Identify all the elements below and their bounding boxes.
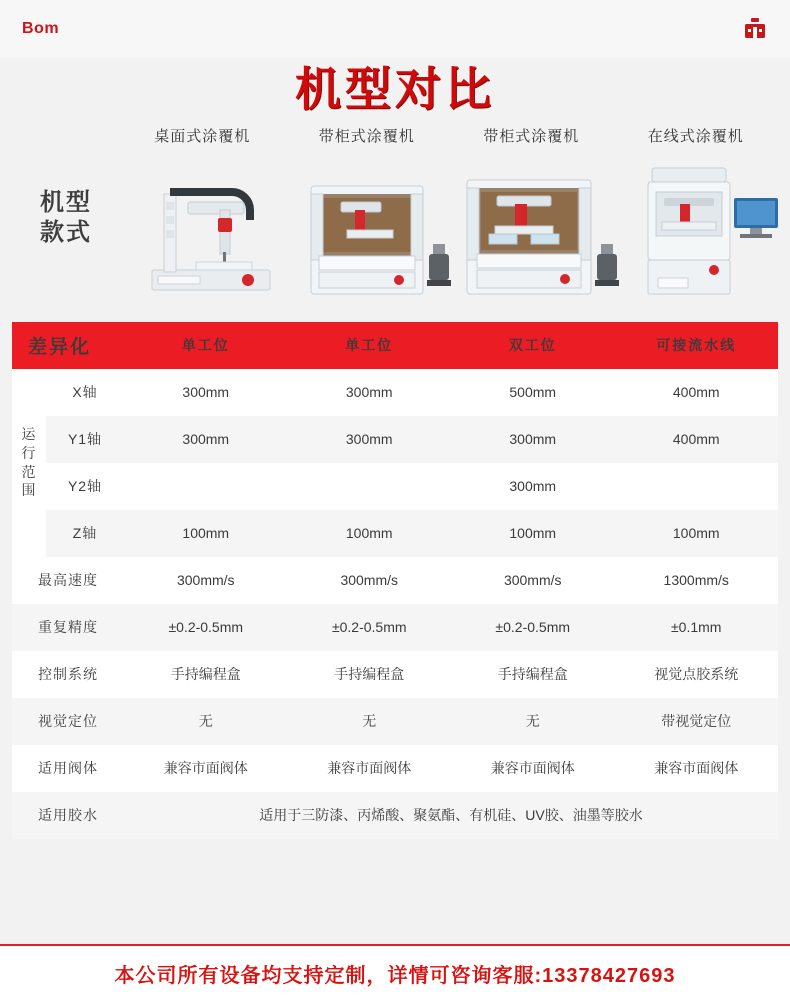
machine-caption-2: 带柜式涂覆机: [318, 127, 415, 145]
cell-valve-4: 兼容市面阀体: [614, 745, 778, 792]
cell-valve-2: 兼容市面阀体: [288, 745, 451, 792]
cell-y1-4: 400mm: [614, 416, 778, 463]
cell-y1-2: 300mm: [288, 416, 451, 463]
machine-style-section: [0, 115, 790, 312]
machine-style-label: [12, 125, 120, 312]
table-row: [12, 369, 778, 416]
table-row: [12, 510, 778, 557]
machine-column-1: [120, 125, 285, 312]
cell-repeat-4: ±0.1mm: [614, 604, 778, 651]
group-label-line3: 范: [21, 463, 37, 480]
table-header-cell-2: 单工位: [288, 322, 451, 369]
cell-z-3: 100mm: [451, 510, 614, 557]
inline-coating-machine-image: [618, 152, 775, 312]
table-header-cell-4: 可接流水线: [614, 322, 778, 369]
cell-x-1: 300mm: [124, 369, 287, 416]
title-block: [0, 58, 790, 115]
cell-speed-2: 300mm/s: [288, 557, 451, 604]
machine-caption-4: 在线式涂覆机: [647, 127, 744, 145]
table-row: [12, 557, 778, 604]
cell-y2-2: [288, 463, 451, 510]
table-header-first: 差异化: [12, 322, 124, 369]
cell-repeat-3: ±0.2-0.5mm: [451, 604, 614, 651]
cell-speed-3: 300mm/s: [451, 557, 614, 604]
cell-x-3: 500mm: [451, 369, 614, 416]
cabinet-coating-machine-single-image: [289, 152, 446, 312]
table-header-cell-1: 单工位: [124, 322, 287, 369]
table-row: [12, 745, 778, 792]
desktop-coating-machine-image: [124, 152, 281, 312]
group-label-line2: 行: [21, 444, 37, 461]
row-label-x-axis: X轴: [46, 369, 124, 416]
cell-z-1: 100mm: [124, 510, 287, 557]
table-row: [12, 792, 778, 839]
cell-valve-3: 兼容市面阀体: [451, 745, 614, 792]
footer-banner: [0, 944, 790, 1000]
comparison-table: [12, 322, 778, 839]
row-label-control-system: 控制系统: [12, 651, 124, 698]
row-label-y2-axis: Y2轴: [46, 463, 124, 510]
row-label-y1-axis: Y1轴: [46, 416, 124, 463]
machine-column-4: [614, 125, 779, 312]
row-label-max-speed: 最高速度: [12, 557, 124, 604]
cell-y1-3: 300mm: [451, 416, 614, 463]
cell-speed-4: 1300mm/s: [614, 557, 778, 604]
machine-caption-1: 桌面式涂覆机: [154, 127, 251, 145]
row-label-valve-compat: 适用阀体: [12, 745, 124, 792]
top-bar: [0, 0, 790, 58]
cell-z-2: 100mm: [288, 510, 451, 557]
row-label-glue-types: 适用胶水: [12, 792, 124, 839]
table-row: [12, 651, 778, 698]
group-label-travel-range: [12, 369, 46, 557]
cell-vision-2: 无: [288, 698, 451, 745]
table-header-cell-3: 双工位: [451, 322, 614, 369]
factory-logo-icon: [742, 16, 768, 42]
group-label-line1: 运: [21, 425, 37, 442]
footer-text: 本公司所有设备均支持定制，详情可咨询客服:13378427693: [114, 964, 676, 987]
row-label-repeatability: 重复精度: [12, 604, 124, 651]
cell-vision-1: 无: [124, 698, 287, 745]
cell-control-1: 手持编程盒: [124, 651, 287, 698]
machine-caption-3: 带柜式涂覆机: [483, 127, 580, 145]
cell-y2-1: [124, 463, 287, 510]
table-row: [12, 604, 778, 651]
cell-valve-1: 兼容市面阀体: [124, 745, 287, 792]
machine-style-label-line1: 机型: [40, 189, 92, 217]
table-header-row: [12, 322, 778, 369]
cell-z-4: 100mm: [614, 510, 778, 557]
cell-y2-4: [614, 463, 778, 510]
cell-x-4: 400mm: [614, 369, 778, 416]
table-row: [12, 698, 778, 745]
cell-repeat-2: ±0.2-0.5mm: [288, 604, 451, 651]
brand-name: Bom: [22, 20, 60, 37]
cell-vision-3: 无: [451, 698, 614, 745]
cell-control-4: 视觉点胶系统: [614, 651, 778, 698]
row-label-z-axis: Z轴: [46, 510, 124, 557]
row-label-vision-positioning: 视觉定位: [12, 698, 124, 745]
table-row: [12, 463, 778, 510]
cell-y2-3: 300mm: [451, 463, 614, 510]
group-label-line4: 围: [21, 482, 37, 499]
cell-repeat-1: ±0.2-0.5mm: [124, 604, 287, 651]
cell-x-2: 300mm: [288, 369, 451, 416]
cell-control-3: 手持编程盒: [451, 651, 614, 698]
cell-control-2: 手持编程盒: [288, 651, 451, 698]
cabinet-coating-machine-double-image: [453, 152, 610, 312]
table-row: [12, 416, 778, 463]
machine-style-label-line2: 款式: [40, 219, 92, 247]
machine-column-3: [449, 125, 614, 312]
cell-vision-4: 带视觉定位: [614, 698, 778, 745]
cell-glue-types: 适用于三防漆、丙烯酸、聚氨酯、有机硅、UV胶、油墨等胶水: [124, 792, 778, 839]
cell-speed-1: 300mm/s: [124, 557, 287, 604]
page-title: 机型对比: [295, 62, 495, 116]
machine-column-2: [285, 125, 450, 312]
cell-y1-1: 300mm: [124, 416, 287, 463]
